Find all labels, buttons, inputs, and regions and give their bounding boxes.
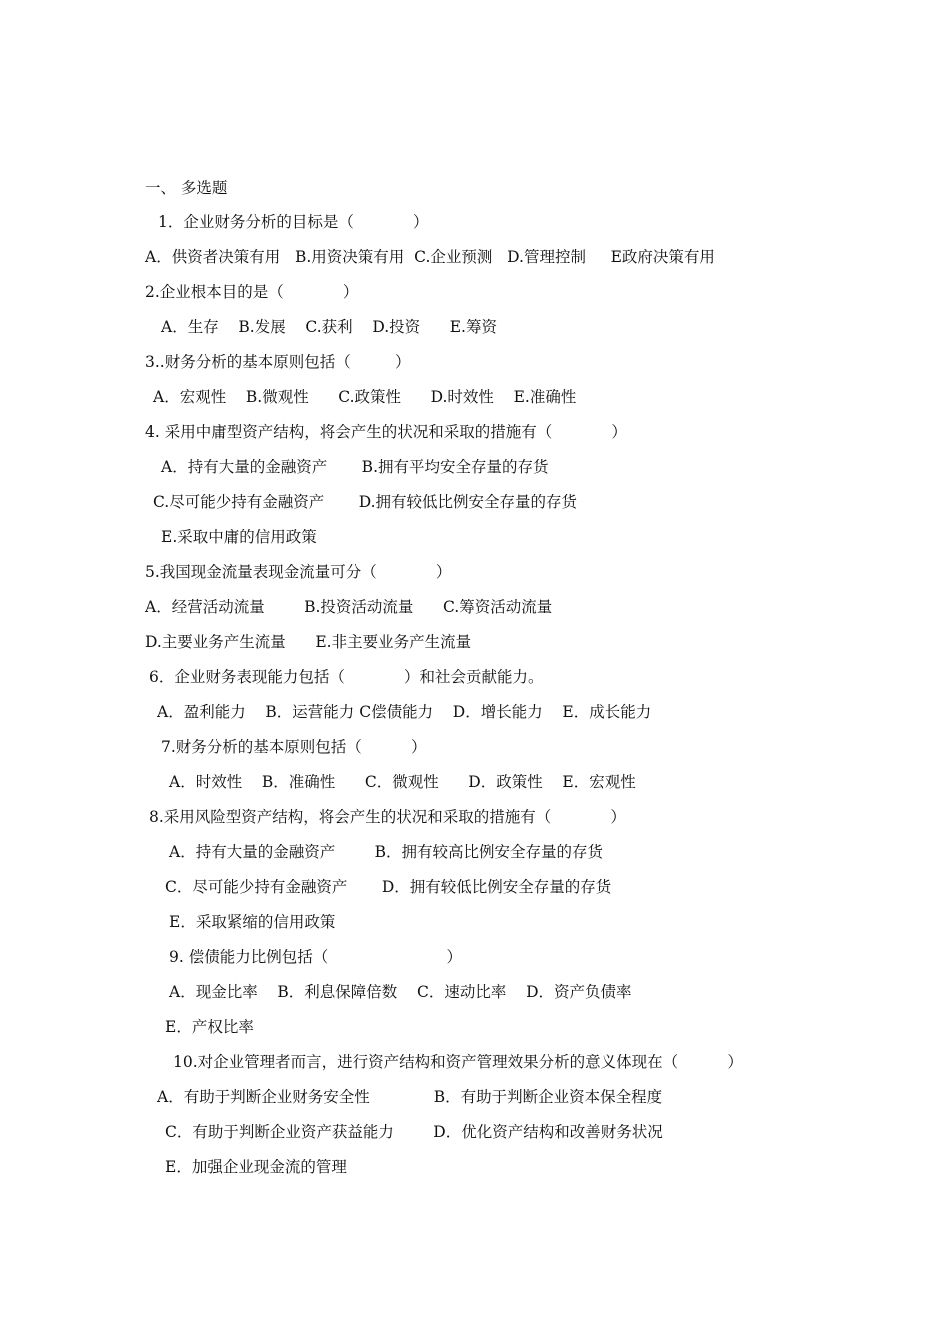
question-5-options-de: D.主要业务产生流量 E.非主要业务产生流量 [145, 633, 472, 651]
question-8: 8.采用风险型资产结构，将会产生的状况和采取的措施有（ ） [149, 808, 626, 826]
question-3-options: A．宏观性 B.微观性 C.政策性 D.时效性 E.准确性 [153, 388, 577, 406]
question-7-options: A．时效性 B．准确性 C．微观性 D．政策性 E．宏观性 [169, 773, 636, 791]
question-7: 7.财务分析的基本原则包括（ ） [161, 738, 427, 756]
question-8-option-e: E．采取紧缩的信用政策 [169, 913, 336, 931]
question-10-options-ab: A．有助于判断企业财务安全性 B．有助于判断企业资本保全程度 [157, 1088, 663, 1106]
question-3: 3..财务分析的基本原则包括（ ） [145, 353, 411, 371]
question-4-options-ab: A．持有大量的金融资产 B.拥有平均安全存量的存货 [161, 458, 549, 476]
question-5-options-abc: A．经营活动流量 B.投资活动流量 C.筹资活动流量 [145, 598, 553, 616]
question-10: 10.对企业管理者而言，进行资产结构和资产管理效果分析的意义体现在（ ） [173, 1053, 743, 1071]
question-10-options-cd: C．有助于判断企业资产获益能力 D．优化资产结构和改善财务状况 [165, 1123, 663, 1141]
question-10-option-e: E．加强企业现金流的管理 [165, 1158, 347, 1176]
question-6: 6．企业财务表现能力包括（ ）和社会贡献能力。 [149, 668, 544, 686]
question-9-options: A．现金比率 B．利息保障倍数 C．速动比率 D．资产负债率 [169, 983, 632, 1001]
question-9: 9. 偿债能力比例包括（ ） [169, 948, 462, 966]
question-4-options-cd: C.尽可能少持有金融资产 D.拥有较低比例安全存量的存货 [153, 493, 578, 511]
question-8-options-cd: C．尽可能少持有金融资产 D．拥有较低比例安全存量的存货 [165, 878, 612, 896]
question-6-options: A．盈利能力 B．运营能力 C偿债能力 D．增长能力 E．成长能力 [157, 703, 652, 721]
question-4: 4. 采用中庸型资产结构，将会产生的状况和采取的措施有（ ） [145, 423, 627, 441]
question-8-options-ab: A．持有大量的金融资产 B．拥有较高比例安全存量的存货 [169, 843, 604, 861]
question-1: 1．企业财务分析的目标是（ ） [158, 213, 429, 231]
question-5: 5.我国现金流量表现金流量可分（ ） [145, 563, 452, 581]
question-2: 2.企业根本目的是（ ） [145, 283, 359, 301]
question-9-option-e: E．产权比率 [165, 1018, 254, 1036]
question-4-option-e: E.采取中庸的信用政策 [161, 528, 317, 546]
question-2-options: A．生存 B.发展 C.获利 D.投资 E.筹资 [161, 318, 497, 336]
question-1-options: A．供资者决策有用 B.用资决策有用 C.企业预测 D.管理控制 E政府决策有用 [145, 248, 715, 266]
section-title: 一、 多选题 [145, 179, 228, 197]
